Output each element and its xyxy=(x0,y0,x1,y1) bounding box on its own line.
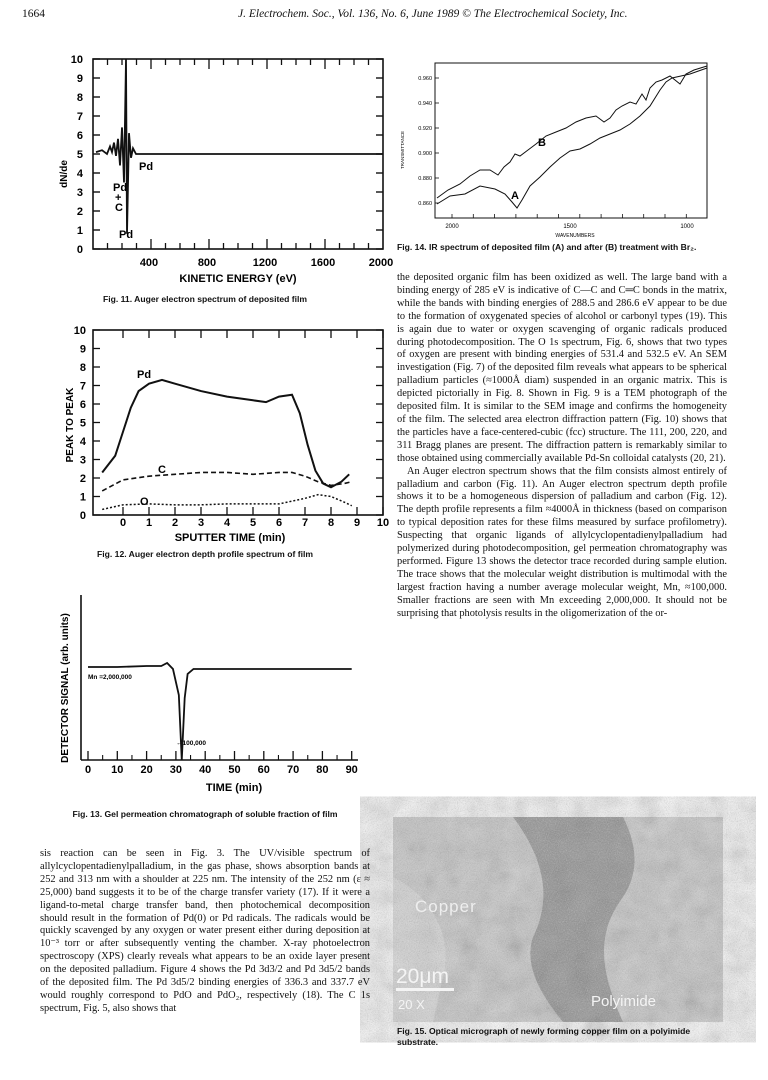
fig14-ytick: 0.920 xyxy=(418,126,432,132)
fig12-label-o: O xyxy=(140,496,149,508)
fig12-ytick: 3 xyxy=(79,454,86,467)
fig12-ytick: 4 xyxy=(79,436,86,448)
fig13-xtick: 0 xyxy=(84,764,92,776)
fig12-series-pd xyxy=(102,380,349,487)
fig13-gpc xyxy=(48,590,378,795)
fig11-label-c: C xyxy=(115,202,123,214)
fig11-ytick: 5 xyxy=(76,149,83,161)
fig15-scale-20um: 20μm xyxy=(396,965,449,988)
fig13-xtick: 70 xyxy=(286,764,300,776)
fig14-ytick: 0.880 xyxy=(418,176,432,182)
fig11-xtick: 2000 xyxy=(368,257,394,269)
fig15-label-copper: Copper xyxy=(415,897,477,916)
fig12-xtick: 5 xyxy=(249,517,257,529)
fig14-ytick: 0.960 xyxy=(418,76,432,82)
fig11-ytick: 2 xyxy=(76,206,83,218)
fig12-xtick: 3 xyxy=(197,517,205,529)
fig11-auger-spectrum xyxy=(40,54,394,289)
fig11-xtick: 400 xyxy=(139,257,159,269)
fig14-ytick: 0.940 xyxy=(418,101,432,107)
fig11-ytick: 1 xyxy=(76,225,83,237)
fig14-ir-spectrum xyxy=(390,58,720,240)
fig11-xtick: 1200 xyxy=(252,257,278,269)
fig14-xlabel: WAVENUMBERS xyxy=(555,233,595,239)
left-paragraph-1: sis reaction can be seen in Fig. 3. The UV/visible spectrum of allylcyclopentadienylpalladium, in the gas phase, shows absorption bands at 252 and 313 nm with a shoulder at 225 nm. The intensity of the 252 nm (ε ≈ 25,000) band suggests it to be of the charge transfer variety (17). If it were a ligand-to-metal charge transfer band, then photochemical decomposition should result in the formation of Pd(0) or Pd radicals. The radicals would be quickly scavenged by any oxygen or water present either during deposition at 10⁻³ torr or after subsequently venting the chamber. X-ray photoelectron spectroscopy (XPS) clearly reveals what appears to be an oxide layer present on the deposited palladium. Figure 4 shows the Pd 3d3/2 and Pd 3d5/2 bands of the deposited film. The Pd 3d5/2 binding energies of 336.3 and 337.7 eV would roughly correspond to PdO and PdO₂, respectively (18). The C 1s spectrum, Fig. 5, also shows that xyxy=(40,848,370,1014)
fig11-label-plus: + xyxy=(115,192,122,204)
fig14-ylabel: TRANSMITTANCE xyxy=(400,131,405,169)
fig14-ytick: 0.900 xyxy=(418,151,432,157)
fig11-ytick: 3 xyxy=(76,187,83,199)
fig13-xtick: 50 xyxy=(228,764,241,776)
fig11-ytick: 8 xyxy=(76,92,83,104)
fig12-xtick: 4 xyxy=(223,517,231,529)
page-number: 1664 xyxy=(22,8,45,20)
fig14-label-b: B xyxy=(538,137,546,149)
fig11-xtick: 1600 xyxy=(310,257,336,269)
fig13-ylabel: DETECTOR SIGNAL (arb. units) xyxy=(60,613,71,763)
fig14-caption: Fig. 14. IR spectrum of deposited film (A) and after (B) treatment with Br₂. xyxy=(397,242,697,252)
fig12-xtick: 0 xyxy=(119,517,127,529)
fig11-ytick: 7 xyxy=(76,111,83,123)
fig13-caption: Fig. 13. Gel permeation chromatograph of soluble fraction of film xyxy=(72,809,338,819)
fig11-spectrum-line xyxy=(96,59,383,234)
fig11-label-pd2: Pd xyxy=(113,182,128,194)
left-column-text xyxy=(40,848,370,1016)
fig11-ytick: 4 xyxy=(76,168,83,180)
fig12-ytick: 8 xyxy=(79,362,86,374)
right-paragraph-2: An Auger electron spectrum shows that the film consists almost entirely of palladium and carbon (Fig. 11). An Auger electron spectrum depth profile shows it to be a homogeneous dispersion of palladium and carbon (Fig. 12). The depth profile represents a film ≈4000Å in thickness (based on comparison to typical deposition rates for these films measured by surface profilometry). Suspecting that organic ligands of allylcyclopentadienylpalladium had polymerized during photodecomposition, gel permeation chromatography was performed. Figure 13 shows the detector trace recorded during sample elution. The trace shows that the molecular weight distribution is multimodal with the largest fraction having a number average molecular weight, Mn, ≈100,000. Smaller fractions are seen with Mn exceeding 2,000,000. It should not be surprising that photolysis results in the oligomerization of the or- xyxy=(397,465,727,619)
fig13-xlabel: TIME (min) xyxy=(205,782,263,794)
fig12-ylabel: PEAK TO PEAK xyxy=(65,387,76,463)
running-header: J. Electrochem. Soc., Vol. 136, No. 6, June 1989 © The Electrochemical Society, Inc. xyxy=(238,8,628,20)
fig15-scale-bar xyxy=(396,988,454,991)
fig11-ytick: 0 xyxy=(76,244,83,256)
fig12-ytick: 7 xyxy=(79,380,86,393)
fig12-label-pd: Pd xyxy=(137,369,152,381)
fig12-xtick: 10 xyxy=(376,517,390,529)
fig13-xtick: 10 xyxy=(111,764,124,776)
fig12-caption: Fig. 12. Auger electron depth profile spectrum of film xyxy=(97,549,313,559)
fig12-xtick: 1 xyxy=(145,517,153,529)
fig12-ytick: 5 xyxy=(79,417,86,430)
fig14-xtick: 1000 xyxy=(680,224,694,230)
fig12-ytick: 6 xyxy=(79,399,86,411)
fig12-series-c xyxy=(102,472,352,491)
fig14-series-a xyxy=(437,68,707,208)
fig13-annotation-mn: Mn =2,000,000 xyxy=(88,674,132,681)
fig12-xtick: 7 xyxy=(301,517,309,529)
fig14-ytick: 0.860 xyxy=(418,201,432,207)
fig13-xtick: 20 xyxy=(140,764,153,776)
fig13-xtick: 90 xyxy=(345,764,358,776)
fig12-ytick: 0 xyxy=(79,510,86,522)
fig15-label-20x: 20 X xyxy=(398,997,425,1012)
fig11-label-pd1: Pd xyxy=(139,161,154,173)
fig15-label-polyimide: Polyimide xyxy=(591,993,657,1010)
fig12-xtick: 2 xyxy=(171,517,179,529)
fig12-label-c: C xyxy=(158,464,166,476)
fig15-caption: Fig. 15. Optical micrograph of newly forming copper film on a polyimide substrate. xyxy=(397,1026,691,1047)
fig14-series-b xyxy=(437,66,707,198)
fig12-ytick: 10 xyxy=(73,325,86,337)
fig13-xtick: 30 xyxy=(169,764,183,776)
fig14-xtick: 2000 xyxy=(445,224,459,230)
fig12-xtick: 9 xyxy=(353,517,361,529)
fig11-caption: Fig. 11. Auger electron spectrum of deposited film xyxy=(102,294,308,304)
fig11-ylabel: dN/de xyxy=(59,160,70,188)
fig14-label-a: A xyxy=(511,190,519,202)
fig12-ytick: 1 xyxy=(79,491,86,504)
fig11-xlabel: KINETIC ENERGY (eV) xyxy=(179,273,297,285)
fig12-ytick: 2 xyxy=(79,473,86,485)
fig13-xtick: 60 xyxy=(257,764,270,776)
fig12-depth-profile xyxy=(40,325,390,545)
right-column-text xyxy=(397,272,727,620)
fig13-annotation-100k: ←100,000 xyxy=(176,740,206,747)
fig14-xtick: 1500 xyxy=(563,224,577,230)
fig11-ytick: 10 xyxy=(70,54,83,66)
fig12-xtick: 8 xyxy=(327,517,335,529)
fig13-xtick: 40 xyxy=(199,764,212,776)
fig12-xtick: 6 xyxy=(275,517,283,529)
right-paragraph-1: the deposited organic film has been oxidized as well. The large band with a binding energy of 285 eV is indicative of C—C and C═C bonds in the matrix, while the bands with binding energies of 288.5 and 286.6 eV appear to be due to the formation of oxygenated species of alcohol or carbonyl types (19). This is again due to water or oxygen scavenging of organic radicals produced during photodecomposition. The O 1s spectrum, Fig. 6, shows that two types of oxygen are present with binding energies of 531.4 and 532.5 eV. An SEM investigation (Fig. 7) of the deposited film reveals what appears to be spherical palladium particles (≈1000Å diam) suspended in an organic matrix. This is depicted pictorially in Fig. 8. Shown in Fig. 9 is a TEM photograph of the deposited film. It is similar to the SEM image and confirms the homogeneity of the film. The selected area electron diffraction pattern (Fig. 10) shows that the particles have a face-centered-cubic (fcc) structure. The 111, 200, 220, and 311 Bragg planes are present. The diffraction pattern is remarkably similar to those obtained using commercially available Pd-Sn colloidal catalysts (20, 21). xyxy=(397,272,727,464)
fig13-xtick: 80 xyxy=(316,764,329,776)
fig15-micrograph xyxy=(393,817,723,1022)
fig12-ytick: 9 xyxy=(79,343,86,356)
fig11-ytick: 6 xyxy=(76,130,83,142)
fig12-xlabel: SPUTTER TIME (min) xyxy=(174,532,286,544)
fig11-label-pd3: Pd xyxy=(119,229,134,241)
fig11-ytick: 9 xyxy=(76,73,83,85)
fig11-xtick: 800 xyxy=(197,257,217,269)
